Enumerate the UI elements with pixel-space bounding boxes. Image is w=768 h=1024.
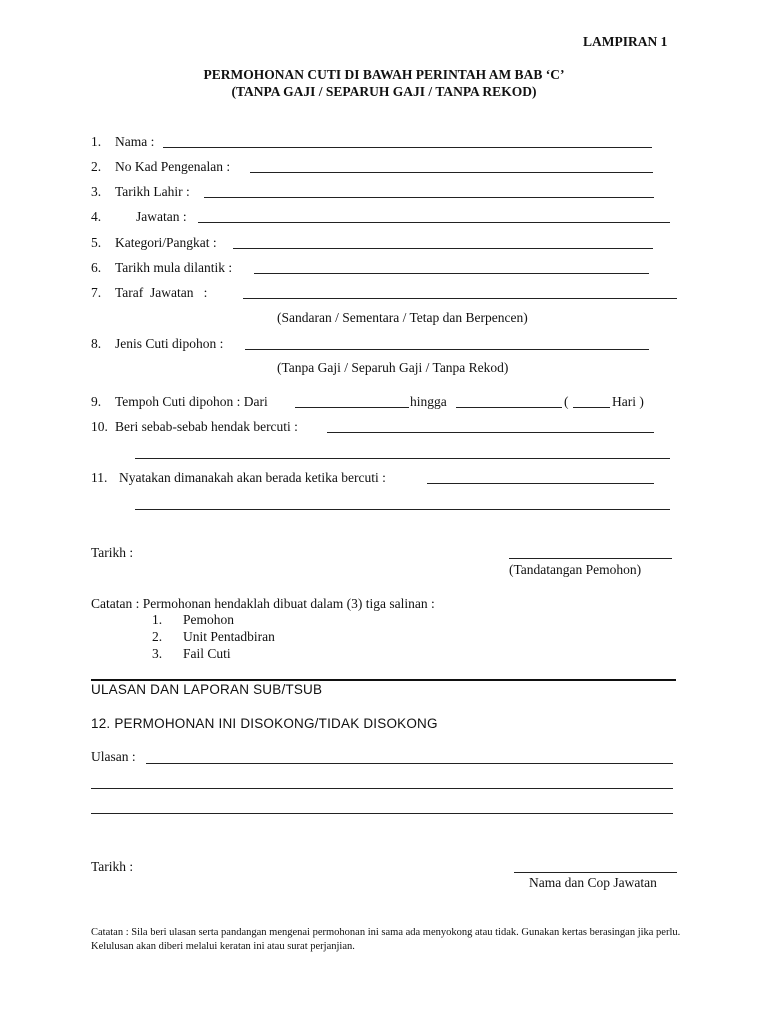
lampiran-label: LAMPIRAN 1 [583,34,668,49]
field-name-label: Nama : [115,134,155,149]
field-leave-to-input-line[interactable] [456,407,562,408]
field-leave-open-paren: ( [564,394,569,409]
section-divider [91,679,676,681]
copies-item-1-number: 1. [152,612,163,627]
field-1-number: 1. [91,134,102,149]
field-location-input-line-1[interactable] [427,483,654,484]
field-ic-input-line[interactable] [250,172,653,173]
applicant-signature-line[interactable] [509,558,672,559]
field-location-input-line-2[interactable] [135,509,670,510]
review-comment-input-line-3[interactable] [91,813,673,814]
field-position-input-line[interactable] [198,222,670,223]
field-5-number: 5. [91,235,102,250]
field-6-number: 6. [91,260,102,275]
field-7-number: 7. [91,285,102,300]
applicant-date-label: Tarikh : [91,545,134,560]
field-appointment-date-input-line[interactable] [254,273,649,274]
review-comment-input-line-1[interactable] [146,763,673,764]
reviewer-stamp-caption: Nama dan Cop Jawatan [529,875,657,890]
field-position-status-options: (Sandaran / Sementara / Tetap dan Berpencen) [277,310,528,325]
field-reason-label: Beri sebab-sebab hendak bercuti : [115,419,298,434]
field-reason-input-line-2[interactable] [135,458,670,459]
form-subtitle: (TANPA GAJI / SEPARUH GAJI / TANPA REKOD) [231,84,537,99]
copies-item-1: Pemohon [183,612,235,627]
copies-item-2: Unit Pentadbiran [183,629,275,644]
footnote: Catatan : Sila beri ulasan serta pandangan mengenai permohonan ini sama ada menyokong atau tidak. Gunakan kertas berasingan jika perlu. Kelulusan akan diberi melalui keratan ini atau surat perjanjian. [91,927,681,952]
field-3-number: 3. [91,184,102,199]
reviewer-stamp-line[interactable] [514,872,677,873]
field-leave-type-input-line[interactable] [245,349,649,350]
field-appointment-date-label: Tarikh mula dilantik : [115,260,233,275]
field-position-status-label: Taraf Jawatan : [115,285,208,300]
field-leave-hingga-label: hingga [410,394,447,409]
field-location-label: Nyatakan dimanakah akan berada ketika bercuti : [119,470,386,485]
field-reason-input-line-1[interactable] [327,432,654,433]
field-leave-days-input-line[interactable] [573,407,610,408]
copies-note: Catatan : Permohonan hendaklah dibuat dalam (3) tiga salinan : [91,596,435,611]
field-category-input-line[interactable] [233,248,653,249]
field-9-number: 9. [91,394,102,409]
copies-item-3-number: 3. [152,646,163,661]
review-heading: ULASAN DAN LAPORAN SUB/TSUB [91,682,323,697]
field-dob-label: Tarikh Lahir : [115,184,190,199]
field-position-label: Jawatan : [136,209,187,224]
review-date-label: Tarikh : [91,859,134,874]
field-name-input-line[interactable] [163,147,652,148]
field-leave-from-input-line[interactable] [295,407,409,408]
field-8-number: 8. [91,336,102,351]
review-comment-label: Ulasan : [91,749,136,764]
support-decision-label: 12. PERMOHONAN INI DISOKONG/TIDAK DISOKONG [91,716,438,731]
applicant-signature-caption: (Tandatangan Pemohon) [509,562,642,577]
field-leave-type-label: Jenis Cuti dipohon : [115,336,224,351]
form-title: PERMOHONAN CUTI DI BAWAH PERINTAH AM BAB ‘C’ [203,67,565,82]
copies-item-2-number: 2. [152,629,163,644]
field-category-label: Kategori/Pangkat : [115,235,217,250]
copies-item-3: Fail Cuti [183,646,231,661]
field-ic-label: No Kad Pengenalan : [115,159,231,174]
review-comment-input-line-2[interactable] [91,788,673,789]
field-4-number: 4. [91,209,102,224]
field-leave-period-label: Tempoh Cuti dipohon : Dari [115,394,268,409]
field-leave-days-label: Hari ) [612,394,644,409]
field-2-number: 2. [91,159,102,174]
field-leave-type-options: (Tanpa Gaji / Separuh Gaji / Tanpa Rekod) [277,360,509,375]
field-position-status-input-line[interactable] [243,298,677,299]
field-11-number: 11. [91,470,108,485]
field-10-number: 10. [91,419,108,434]
field-dob-input-line[interactable] [204,197,654,198]
